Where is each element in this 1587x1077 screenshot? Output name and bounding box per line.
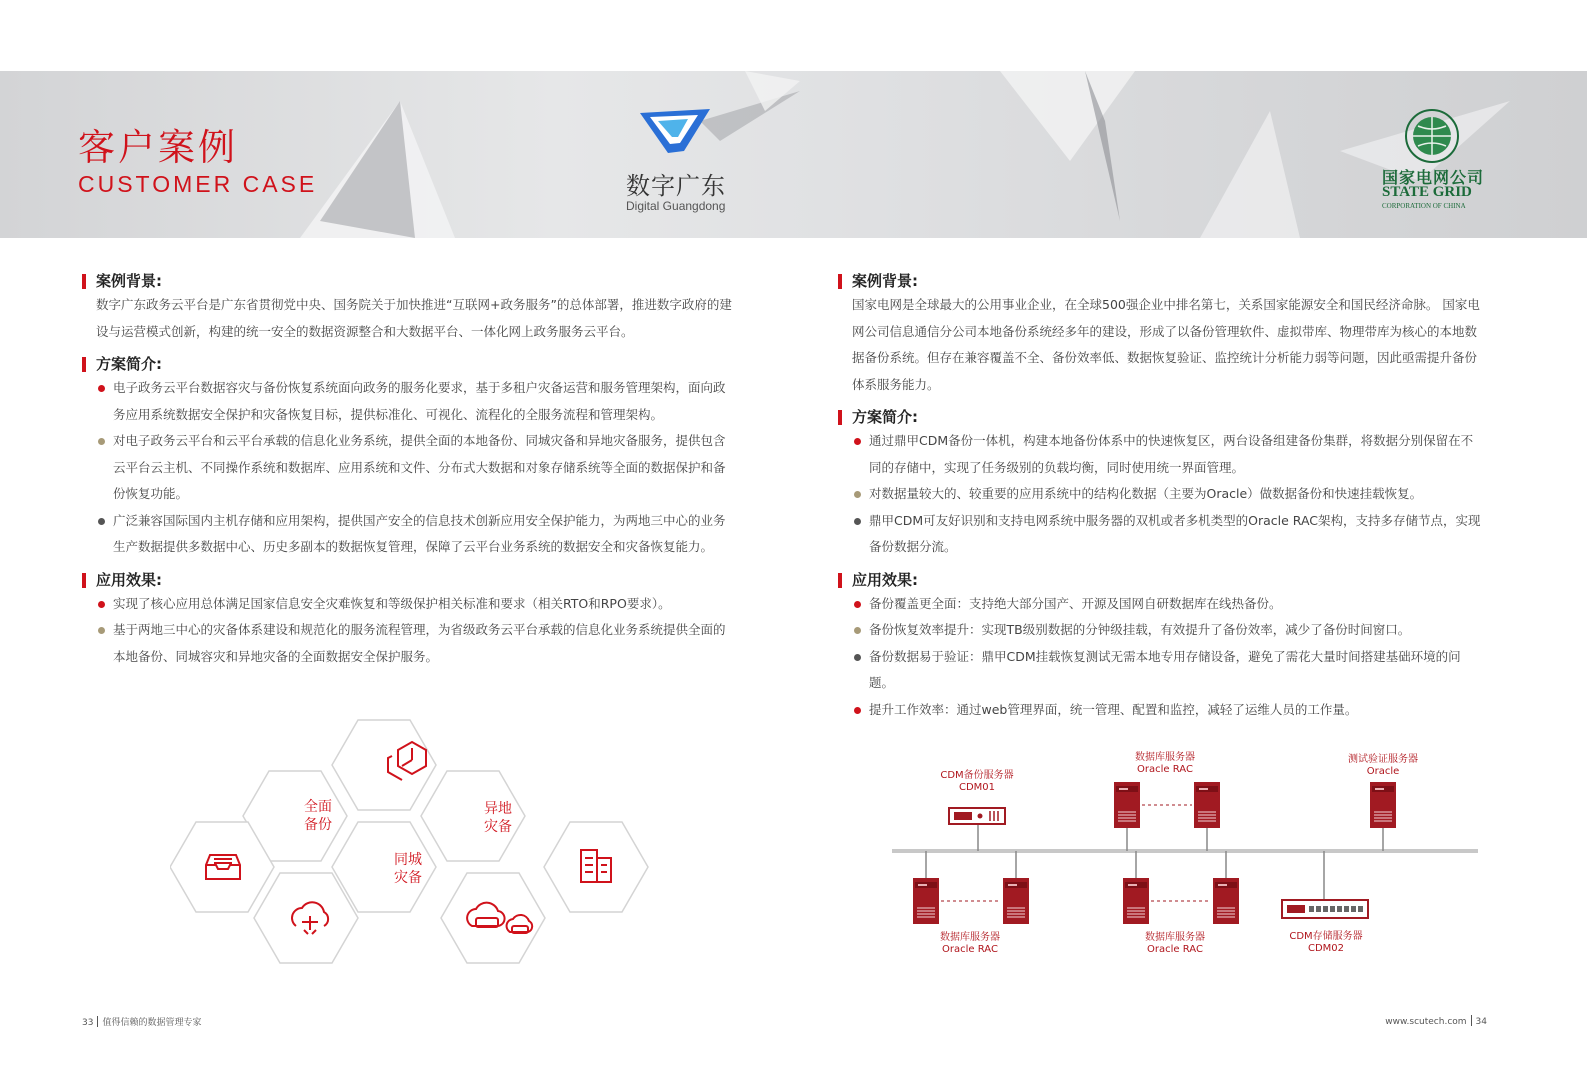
cdm01-appliance-icon [949,808,1005,824]
page-subtitle: CUSTOMER CASE [78,171,318,197]
state-grid-name-cn: 国家电网公司 [1382,168,1485,187]
list-item: 通过鼎甲CDM备份一体机，构建本地备份体系中的快速恢复区，两台设备组建备份集群，将数据分别保留在不同的存储中，实现了任务级别的负载均衡，同时使用统一界面管理。 [869,428,1483,481]
bullet-icon [854,627,861,634]
bullet-icon [854,707,861,714]
footer-right [1385,1015,1487,1027]
label-db-top: 数据库服务器 Oracle RAC [1135,752,1195,775]
server-icon [1194,782,1220,828]
right-bg-heading: 案例背景: [838,270,1483,292]
state-grid-logo [1402,106,1462,164]
list-item: 实现了核心应用总体满足国家信息安全灾难恢复和等级保护相关标准和要求（相关RTO和RPO要求）。 [113,591,737,618]
list-item: 备份数据易于验证：鼎甲CDM挂载恢复测试无需本地专用存储设备，避免了需花大量时间搭建基础环境的问题。 [869,644,1483,697]
list-item: 对电子政务云平台和云平台承载的信息化业务系统，提供全面的本地备份、同城灾备和异地灾备服务，提供包含云平台云主机、不同操作系统和数据库、应用系统和文件、分布式大数据和对象存储系统等全面的数据保护和备份恢复功能。 [113,428,737,508]
server-icon [1114,782,1140,828]
banner-background [0,71,1587,238]
bullet-icon [854,654,861,661]
label-db-bottom-left: 数据库服务器 Oracle RAC [940,932,1000,955]
list-item: 鼎甲CDM可友好识别和支持电网系统中服务器的双机或者多机类型的Oracle RAC架构，支持多存储节点，实现备份数据分流。 [869,508,1483,561]
bullet-icon [98,438,105,445]
digital-guangdong-en: Digital Guangdong [626,199,726,213]
page-number-right: 34 [1475,1017,1487,1027]
list-item: 备份覆盖更全面：支持绝大部分国产、开源及国网自研数据库在线热备份。 [869,591,1483,618]
right-effect-heading: 应用效果: [838,569,1483,591]
server-icon [1003,878,1029,924]
state-grid-name-en: STATE GRID [1382,184,1472,200]
digital-guangdong-name: 数字广东 [626,172,726,200]
bullet-icon [854,438,861,445]
left-effect-list [82,591,737,671]
page-title: 客户案例 [78,126,238,169]
bullet-icon [98,601,105,608]
left-bg-heading: 案例背景: [82,270,737,292]
footer-slogan: 值得信赖的数据管理专家 [102,1018,202,1028]
list-item: 对数据量较大的、较重要的应用系统中的结构化数据（主要为Oracle）做数据备份和快速挂载恢复。 [869,481,1483,508]
server-icon [913,878,939,924]
hexagon-grid [170,718,650,968]
left-bg-text: 数字广东政务云平台是广东省贯彻党中央、国务院关于加快推进“互联网+政务服务”的总体部署，推进数字政府的建设与运营模式创新，构建的统一安全的数据资源整合和大数据平台、一体化网上政务服务云平台。 [96,297,732,339]
bullet-icon [854,491,861,498]
footer-divider [97,1016,98,1027]
bullet-icon [98,518,105,525]
left-solution-heading: 方案简介: [82,353,737,375]
list-item: 备份恢复效率提升：实现TB级别数据的分钟级挂载，有效提升了备份效率，减少了备份时间窗口。 [869,617,1483,644]
state-grid-sub: CORPORATION OF CHINA [1382,202,1466,210]
left-solution-list [82,375,737,561]
right-effect-list [838,591,1483,724]
list-item: 提升工作效率：通过web管理界面，统一管理、配置和监控，减轻了运维人员的工作量。 [869,697,1483,724]
left-column [82,262,737,670]
right-bg-text: 国家电网是全球最大的公用事业企业，在全球500强企业中排名第七，关系国家能源安全和国民经济命脉。 国家电网公司信息通信分公司本地备份系统经多年的建设，形成了以备份管理软件、虚拟带库、物理带库为核心的本地数据备份系统。但存在兼容覆盖不全、备份效率低、数据恢复验证、监控统计分析能力弱等问题，因此亟需提升备份体系服务能力。 [852,297,1480,392]
network-diagram [890,750,1490,969]
label-test-server: 测试验证服务器 Oracle [1348,754,1418,777]
footer-left [82,1015,201,1028]
right-solution-heading: 方案简介: [838,406,1483,428]
cdm02-storage-icon [1282,900,1368,918]
footer-divider [1471,1015,1472,1026]
hex-remote-dr: 异地 灾备 [484,801,512,835]
bullet-icon [854,601,861,608]
page-number-left: 33 [82,1018,94,1028]
hex-full-backup: 全面 备份 [304,799,332,833]
left-effect-heading: 应用效果: [82,569,737,591]
server-icon [1123,878,1149,924]
footer-url[interactable]: www.scutech.com [1385,1017,1467,1027]
header-banner [0,71,1587,238]
server-icon [1213,878,1239,924]
label-db-bottom-middle: 数据库服务器 Oracle RAC [1145,932,1205,955]
right-solution-list [838,428,1483,561]
bullet-icon [98,385,105,392]
label-cdm01: CDM备份服务器 CDM01 [940,770,1014,793]
digital-guangdong-logo [640,107,712,159]
hex-same-city-dr: 同城 灾备 [394,852,422,886]
list-item: 电子政务云平台数据容灾与备份恢复系统面向政务的服务化要求，基于多租户灾备运营和服务管理架构，面向政务应用系统数据安全保护和灾备恢复目标，提供标准化、可视化、流程化的全服务流程和管理架构。 [113,375,737,428]
server-icon [1370,782,1396,828]
right-column [838,262,1483,723]
bullet-icon [854,518,861,525]
list-item: 基于两地三中心的灾备体系建设和规范化的服务流程管理，为省级政务云平台承载的信息化业务系统提供全面的本地备份、同城容灾和异地灾备的全面数据安全保护服务。 [113,617,737,670]
label-cdm02: CDM存储服务器 CDM02 [1289,931,1363,954]
list-item: 广泛兼容国际国内主机存储和应用架构，提供国产安全的信息技术创新应用安全保护能力，为两地三中心的业务生产数据提供多数据中心、历史多副本的数据恢复管理，保障了云平台业务系统的数据安全和灾备恢复能力。 [113,508,737,561]
bullet-icon [98,627,105,634]
hexagon-diagram [170,718,650,972]
